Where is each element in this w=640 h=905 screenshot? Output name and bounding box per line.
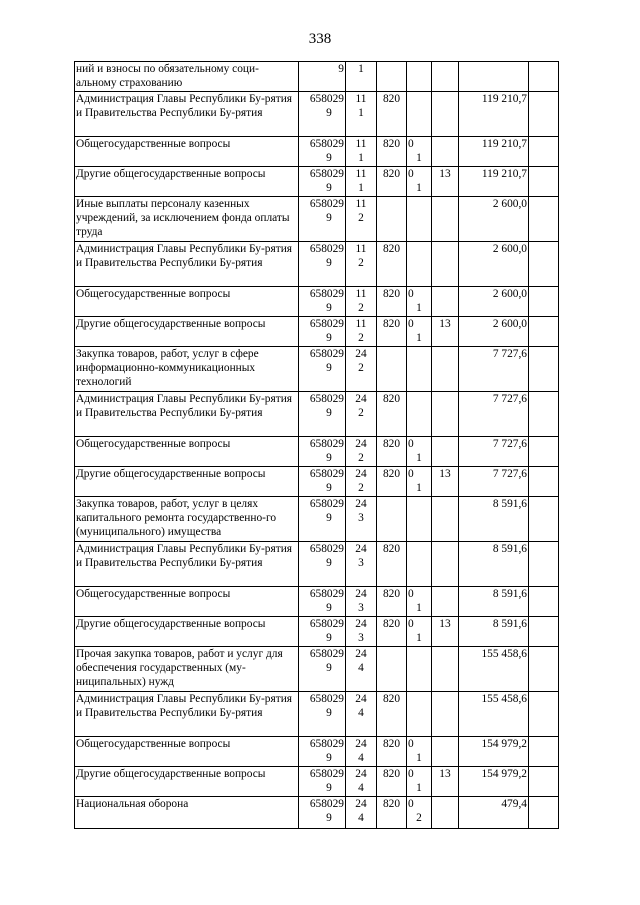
csr-code-cell (299, 587, 346, 617)
table-row (75, 767, 559, 797)
csr-code-cell-line-1: 658029 (309, 438, 344, 450)
vr-code-cell (346, 587, 377, 617)
section-code-cell-line-2: 1 (416, 752, 422, 764)
vr-code-cell-line-1: 24 (355, 393, 367, 405)
extra-cell (529, 317, 559, 347)
csr-code-cell (299, 467, 346, 497)
subsection-code-cell: 13 (432, 467, 459, 497)
csr-code-cell-line-1: 658029 (309, 468, 344, 480)
vr-code-cell (346, 317, 377, 347)
vr-code-cell-line-1: 24 (355, 543, 367, 555)
extra-cell (529, 392, 559, 437)
row-name-cell: Иные выплаты персоналу казенных учреждений, за исключением фонда оплаты труда (75, 197, 299, 242)
amount-cell: 119 210,7 (459, 137, 529, 167)
section-code-cell (407, 797, 432, 829)
section-code-cell-line-2: 1 (416, 182, 422, 194)
vr-code-cell-line-1: 11 (355, 168, 367, 180)
vr-code-cell-line-1: 24 (355, 768, 367, 780)
vr-code-cell (346, 767, 377, 797)
csr-code-cell-line-1: 658029 (309, 318, 344, 330)
vr-code-cell-line-2: 2 (358, 362, 364, 374)
row-name-cell: Закупка товаров, работ, услуг в целях капитального ремонта государственно-го (муниципального) имущества (75, 497, 299, 542)
vr-code-cell-line-1: 11 (355, 288, 367, 300)
section-code-cell-line-1: 0 (408, 318, 414, 330)
row-name-cell: Общегосударственные вопросы (75, 287, 299, 317)
row-name-cell: Администрация Главы Республики Бу-рятия и Правительства Республики Бу-рятия (75, 392, 299, 437)
csr-code-cell-line-2: 9 (326, 512, 332, 524)
extra-cell (529, 197, 559, 242)
row-name-cell: Общегосударственные вопросы (75, 587, 299, 617)
row-name-cell: Администрация Главы Республики Бу-рятия и Правительства Республики Бу-рятия (75, 542, 299, 587)
amount-cell: 479,4 (459, 797, 529, 829)
vr-code-cell-line-1: 11 (355, 93, 367, 105)
section-code-cell-line-1: 0 (408, 288, 414, 300)
grbs-code-cell: 820 (377, 797, 407, 829)
vr-code-cell-line-2: 4 (358, 782, 364, 794)
section-code-cell-line-2: 1 (416, 482, 422, 494)
vr-code-cell (346, 617, 377, 647)
amount-cell: 8 591,6 (459, 587, 529, 617)
csr-code-cell-line-2: 9 (326, 302, 332, 314)
vr-code-cell-line-2: 1 (358, 152, 364, 164)
vr-code-cell-line-2: 2 (358, 257, 364, 269)
extra-cell (529, 797, 559, 829)
amount-cell: 7 727,6 (459, 467, 529, 497)
extra-cell (529, 92, 559, 137)
section-code-cell-line-2: 1 (416, 602, 422, 614)
csr-code-cell (299, 392, 346, 437)
row-name-cell: Другие общегосударственные вопросы (75, 167, 299, 197)
section-code-cell (407, 167, 432, 197)
vr-code-cell-line-1: 11 (355, 138, 367, 150)
section-code-cell (407, 347, 432, 392)
section-code-cell (407, 497, 432, 542)
amount-cell: 119 210,7 (459, 92, 529, 137)
table-row (75, 287, 559, 317)
grbs-code-cell: 820 (377, 317, 407, 347)
grbs-code-cell: 820 (377, 737, 407, 767)
row-name-cell: Национальная оборона (75, 797, 299, 829)
csr-code-cell-line-1: 658029 (309, 738, 344, 750)
csr-code-cell-line-2: 9 (326, 257, 332, 269)
csr-code-cell-line-2: 9 (326, 812, 332, 824)
extra-cell (529, 137, 559, 167)
subsection-code-cell (432, 392, 459, 437)
subsection-code-cell (432, 737, 459, 767)
amount-cell: 2 600,0 (459, 197, 529, 242)
csr-code-cell-line-1: 658029 (309, 138, 344, 150)
grbs-code-cell: 820 (377, 467, 407, 497)
csr-code-cell-line-1: 658029 (309, 648, 344, 660)
page-number: 338 (308, 31, 332, 47)
row-name-cell: Администрация Главы Республики Бу-рятия и Правительства Республики Бу-рятия (75, 692, 299, 737)
extra-cell (529, 692, 559, 737)
subsection-code-cell: 13 (432, 617, 459, 647)
section-code-cell (407, 647, 432, 692)
section-code-cell (407, 92, 432, 137)
vr-code-cell (346, 467, 377, 497)
csr-code-cell (299, 92, 346, 137)
row-name-cell: Общегосударственные вопросы (75, 437, 299, 467)
csr-code-cell-line-1: 658029 (309, 798, 344, 810)
csr-code-cell-line-1: 658029 (309, 543, 344, 555)
vr-code-cell (346, 62, 377, 92)
amount-cell: 2 600,0 (459, 242, 529, 287)
row-name-cell: Общегосударственные вопросы (75, 737, 299, 767)
csr-code-cell-line-1: 658029 (309, 768, 344, 780)
table-row (75, 62, 559, 92)
csr-code-cell-line-1: 658029 (309, 288, 344, 300)
row-name-cell: ний и взносы по обязательному соци-альному страхованию (75, 62, 299, 92)
budget-table-body (75, 62, 559, 829)
subsection-code-cell: 13 (432, 317, 459, 347)
row-name-cell: Общегосударственные вопросы (75, 137, 299, 167)
grbs-code-cell: 820 (377, 167, 407, 197)
subsection-code-cell (432, 647, 459, 692)
section-code-cell (407, 437, 432, 467)
vr-code-cell-line-1: 11 (355, 318, 367, 330)
csr-code-cell-line-2: 9 (326, 707, 332, 719)
vr-code-cell-line-2: 1 (358, 107, 364, 119)
section-code-cell (407, 62, 432, 92)
section-code-cell-line-2: 1 (416, 782, 422, 794)
subsection-code-cell (432, 692, 459, 737)
csr-code-cell (299, 167, 346, 197)
extra-cell (529, 587, 559, 617)
csr-code-cell (299, 137, 346, 167)
amount-cell (459, 62, 529, 92)
vr-code-cell-line-2: 4 (358, 662, 364, 674)
csr-code-cell (299, 317, 346, 347)
table-row (75, 737, 559, 767)
amount-cell: 7 727,6 (459, 437, 529, 467)
section-code-cell (407, 287, 432, 317)
amount-cell: 155 458,6 (459, 692, 529, 737)
csr-code-cell-line-1: 658029 (309, 198, 344, 210)
vr-code-cell (346, 437, 377, 467)
table-row (75, 137, 559, 167)
csr-code-cell-line-2: 9 (326, 782, 332, 794)
section-code-cell (407, 137, 432, 167)
csr-code-cell-line-2: 9 (326, 662, 332, 674)
section-code-cell-line-1: 0 (408, 468, 414, 480)
vr-code-cell (346, 797, 377, 829)
section-code-cell (407, 467, 432, 497)
extra-cell (529, 347, 559, 392)
vr-code-cell-line-2: 3 (358, 632, 364, 644)
csr-code-cell-line-2: 9 (326, 212, 332, 224)
amount-cell: 119 210,7 (459, 167, 529, 197)
subsection-code-cell: 13 (432, 167, 459, 197)
vr-code-cell (346, 497, 377, 542)
section-code-cell (407, 587, 432, 617)
section-code-cell-line-2: 1 (416, 332, 422, 344)
vr-code-cell-line-2: 4 (358, 752, 364, 764)
vr-code-cell (346, 197, 377, 242)
csr-code-cell-line-2: 9 (326, 452, 332, 464)
vr-code-cell-line-1: 24 (355, 438, 367, 450)
subsection-code-cell (432, 797, 459, 829)
grbs-code-cell (377, 647, 407, 692)
row-name-cell: Прочая закупка товаров, работ и услуг для обеспечения государственных (му-ниципальных) нужд (75, 647, 299, 692)
table-row (75, 437, 559, 467)
grbs-code-cell: 820 (377, 767, 407, 797)
section-code-cell (407, 317, 432, 347)
amount-cell: 7 727,6 (459, 347, 529, 392)
vr-code-cell-line-1: 24 (355, 648, 367, 660)
csr-code-cell-line-2: 9 (326, 752, 332, 764)
section-code-cell (407, 197, 432, 242)
table-row (75, 197, 559, 242)
grbs-code-cell: 820 (377, 692, 407, 737)
grbs-code-cell (377, 197, 407, 242)
subsection-code-cell (432, 347, 459, 392)
csr-code-cell-line-2: 9 (326, 332, 332, 344)
row-name-cell: Администрация Главы Республики Бу-рятия и Правительства Республики Бу-рятия (75, 242, 299, 287)
section-code-cell (407, 392, 432, 437)
csr-code-cell-line-1: 658029 (309, 348, 344, 360)
table-row (75, 692, 559, 737)
vr-code-cell-line-1: 24 (355, 498, 367, 510)
csr-code-cell-line-2: 9 (326, 107, 332, 119)
vr-code-cell-line-1: 24 (355, 693, 367, 705)
amount-cell: 155 458,6 (459, 647, 529, 692)
vr-code-cell-line-2: 2 (358, 302, 364, 314)
section-code-cell (407, 242, 432, 287)
csr-code-cell (299, 242, 346, 287)
section-code-cell-line-1: 0 (408, 798, 414, 810)
subsection-code-cell (432, 62, 459, 92)
csr-code-cell (299, 287, 346, 317)
vr-code-cell (346, 692, 377, 737)
amount-cell: 154 979,2 (459, 737, 529, 767)
table-row (75, 347, 559, 392)
vr-code-cell-line-2: 3 (358, 512, 364, 524)
vr-code-cell (346, 287, 377, 317)
section-code-cell-line-1: 0 (408, 768, 414, 780)
extra-cell (529, 542, 559, 587)
extra-cell (529, 167, 559, 197)
vr-code-cell-line-1: 24 (355, 618, 367, 630)
section-code-cell-line-1: 0 (408, 168, 414, 180)
extra-cell (529, 737, 559, 767)
section-code-cell-line-1: 0 (408, 618, 414, 630)
vr-code-cell-line-2: 2 (358, 407, 364, 419)
extra-cell (529, 767, 559, 797)
extra-cell (529, 617, 559, 647)
table-row (75, 497, 559, 542)
csr-code-cell-line-1: 658029 (309, 618, 344, 630)
subsection-code-cell: 13 (432, 767, 459, 797)
table-row (75, 317, 559, 347)
vr-code-cell (346, 137, 377, 167)
csr-code-cell-line-2: 9 (326, 182, 332, 194)
section-code-cell-line-2: 1 (416, 302, 422, 314)
subsection-code-cell (432, 437, 459, 467)
extra-cell (529, 287, 559, 317)
vr-code-cell-line-2: 2 (358, 452, 364, 464)
csr-code-cell-line-1: 658029 (309, 393, 344, 405)
table-row (75, 467, 559, 497)
row-name-cell: Администрация Главы Республики Бу-рятия и Правительства Республики Бу-рятия (75, 92, 299, 137)
csr-code-cell-line-1: 9 (338, 63, 344, 75)
subsection-code-cell (432, 197, 459, 242)
grbs-code-cell: 820 (377, 242, 407, 287)
csr-code-cell (299, 497, 346, 542)
table-row (75, 647, 559, 692)
row-name-cell: Другие общегосударственные вопросы (75, 617, 299, 647)
table-row (75, 617, 559, 647)
amount-cell: 8 591,6 (459, 497, 529, 542)
vr-code-cell (346, 347, 377, 392)
grbs-code-cell (377, 497, 407, 542)
grbs-code-cell: 820 (377, 92, 407, 137)
vr-code-cell (346, 737, 377, 767)
vr-code-cell (346, 647, 377, 692)
grbs-code-cell: 820 (377, 617, 407, 647)
section-code-cell (407, 767, 432, 797)
section-code-cell-line-2: 1 (416, 632, 422, 644)
table-row (75, 242, 559, 287)
vr-code-cell-line-2: 4 (358, 707, 364, 719)
grbs-code-cell: 820 (377, 437, 407, 467)
grbs-code-cell: 820 (377, 542, 407, 587)
section-code-cell-line-2: 1 (416, 152, 422, 164)
vr-code-cell-line-1: 24 (355, 798, 367, 810)
amount-cell: 154 979,2 (459, 767, 529, 797)
csr-code-cell-line-1: 658029 (309, 168, 344, 180)
section-code-cell (407, 542, 432, 587)
section-code-cell-line-2: 1 (416, 452, 422, 464)
csr-code-cell-line-2: 9 (326, 557, 332, 569)
grbs-code-cell: 820 (377, 392, 407, 437)
csr-code-cell-line-1: 658029 (309, 243, 344, 255)
csr-code-cell (299, 797, 346, 829)
extra-cell (529, 242, 559, 287)
csr-code-cell-line-2: 9 (326, 632, 332, 644)
extra-cell (529, 497, 559, 542)
csr-code-cell (299, 692, 346, 737)
section-code-cell (407, 617, 432, 647)
amount-cell: 8 591,6 (459, 542, 529, 587)
section-code-cell-line-2: 2 (416, 812, 422, 824)
vr-code-cell (346, 92, 377, 137)
vr-code-cell-line-1: 24 (355, 738, 367, 750)
amount-cell: 8 591,6 (459, 617, 529, 647)
csr-code-cell-line-2: 9 (326, 362, 332, 374)
table-row (75, 587, 559, 617)
vr-code-cell-line-2: 3 (358, 557, 364, 569)
amount-cell: 2 600,0 (459, 317, 529, 347)
vr-code-cell (346, 167, 377, 197)
vr-code-cell-line-1: 24 (355, 348, 367, 360)
vr-code-cell-line-1: 24 (355, 468, 367, 480)
section-code-cell (407, 692, 432, 737)
csr-code-cell-line-1: 658029 (309, 588, 344, 600)
grbs-code-cell (377, 347, 407, 392)
table-row (75, 542, 559, 587)
subsection-code-cell (432, 542, 459, 587)
csr-code-cell (299, 437, 346, 467)
vr-code-cell-line-2: 2 (358, 332, 364, 344)
vr-code-cell (346, 392, 377, 437)
csr-code-cell (299, 62, 346, 92)
csr-code-cell (299, 197, 346, 242)
table-row (75, 797, 559, 829)
grbs-code-cell (377, 62, 407, 92)
subsection-code-cell (432, 92, 459, 137)
extra-cell (529, 62, 559, 92)
vr-code-cell-line-2: 1 (358, 182, 364, 194)
vr-code-cell-line-1: 11 (355, 243, 367, 255)
extra-cell (529, 647, 559, 692)
vr-code-cell (346, 542, 377, 587)
vr-code-cell-line-2: 2 (358, 212, 364, 224)
section-code-cell-line-1: 0 (408, 138, 414, 150)
csr-code-cell (299, 737, 346, 767)
vr-code-cell-line-2: 2 (358, 482, 364, 494)
amount-cell: 7 727,6 (459, 392, 529, 437)
vr-code-cell (346, 242, 377, 287)
section-code-cell-line-1: 0 (408, 738, 414, 750)
row-name-cell: Закупка товаров, работ, услуг в сфере информационно-коммуникационных технологий (75, 347, 299, 392)
subsection-code-cell (432, 497, 459, 542)
csr-code-cell-line-1: 658029 (309, 693, 344, 705)
grbs-code-cell: 820 (377, 137, 407, 167)
csr-code-cell (299, 647, 346, 692)
subsection-code-cell (432, 287, 459, 317)
section-code-cell-line-1: 0 (408, 438, 414, 450)
csr-code-cell-line-2: 9 (326, 407, 332, 419)
vr-code-cell-line-1: 1 (358, 63, 364, 75)
csr-code-cell (299, 767, 346, 797)
grbs-code-cell: 820 (377, 287, 407, 317)
extra-cell (529, 467, 559, 497)
vr-code-cell-line-2: 3 (358, 602, 364, 614)
table-row (75, 92, 559, 137)
csr-code-cell-line-1: 658029 (309, 498, 344, 510)
csr-code-cell-line-2: 9 (326, 482, 332, 494)
extra-cell (529, 437, 559, 467)
row-name-cell: Другие общегосударственные вопросы (75, 317, 299, 347)
section-code-cell-line-1: 0 (408, 588, 414, 600)
csr-code-cell-line-2: 9 (326, 152, 332, 164)
row-name-cell: Другие общегосударственные вопросы (75, 467, 299, 497)
csr-code-cell-line-1: 658029 (309, 93, 344, 105)
csr-code-cell (299, 617, 346, 647)
subsection-code-cell (432, 137, 459, 167)
vr-code-cell-line-2: 4 (358, 812, 364, 824)
vr-code-cell-line-1: 24 (355, 588, 367, 600)
csr-code-cell-line-2: 9 (326, 602, 332, 614)
budget-table (74, 61, 559, 829)
subsection-code-cell (432, 587, 459, 617)
csr-code-cell (299, 347, 346, 392)
grbs-code-cell: 820 (377, 587, 407, 617)
section-code-cell (407, 737, 432, 767)
csr-code-cell (299, 542, 346, 587)
row-name-cell: Другие общегосударственные вопросы (75, 767, 299, 797)
amount-cell: 2 600,0 (459, 287, 529, 317)
subsection-code-cell (432, 242, 459, 287)
table-row (75, 167, 559, 197)
table-row (75, 392, 559, 437)
vr-code-cell-line-1: 11 (355, 198, 367, 210)
